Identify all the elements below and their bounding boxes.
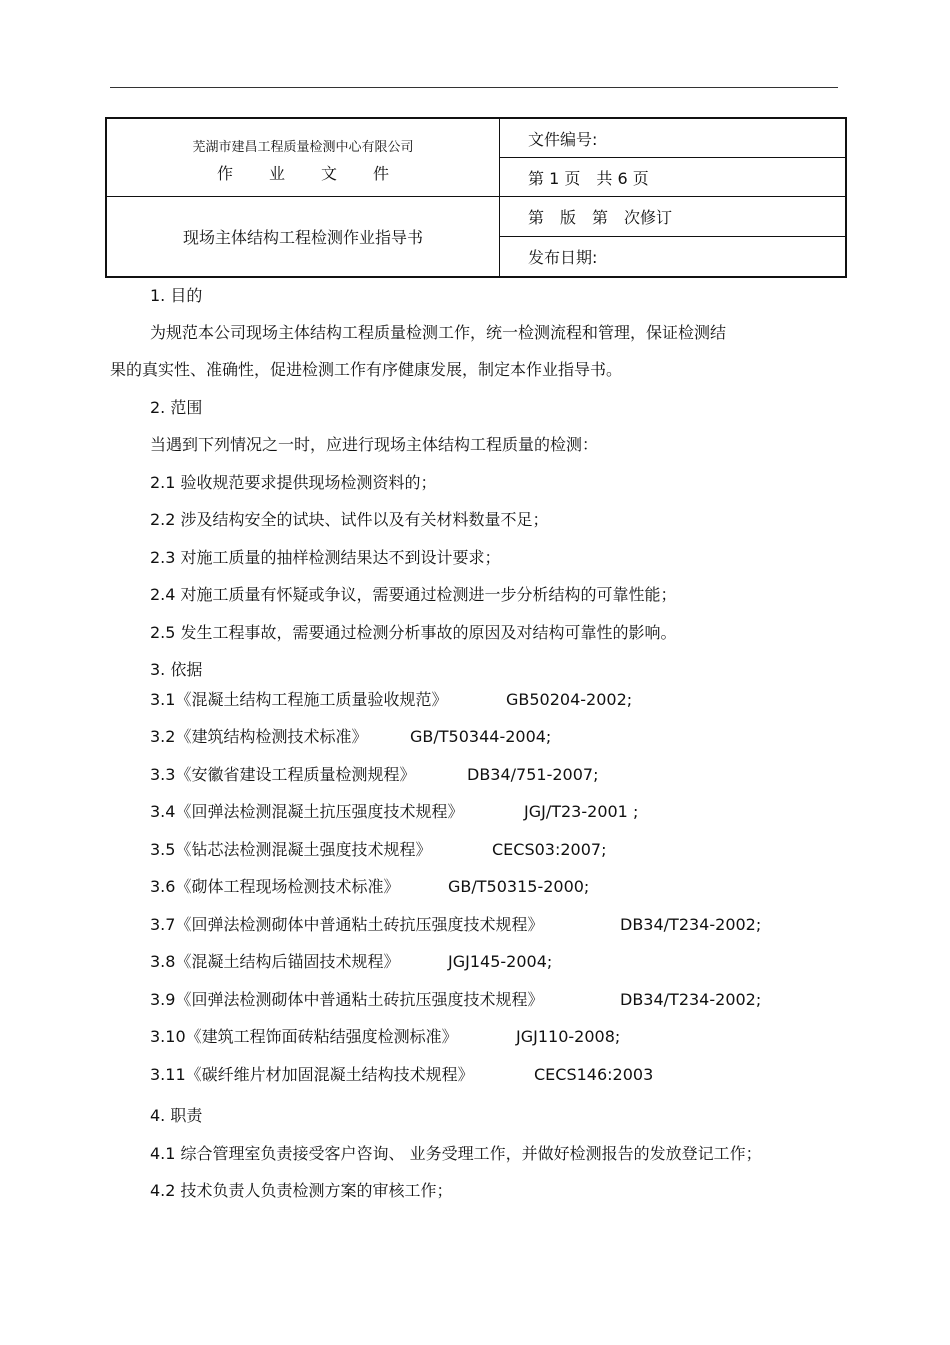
doc-type-char: 件 xyxy=(373,163,390,183)
reference-code: DB34/T234-2002; xyxy=(620,915,762,934)
reference-item xyxy=(150,1065,654,1085)
doc-type xyxy=(107,161,499,184)
doc-type-char: 文 xyxy=(321,163,338,183)
reference-code: CECS03:2007; xyxy=(492,840,607,859)
section-heading: 2. 范围 xyxy=(150,398,203,417)
top-rule xyxy=(110,87,838,88)
reference-name: 3.8《混凝土结构后锚固技术规程》 xyxy=(150,952,400,971)
reference-code: DB34/751-2007; xyxy=(467,765,599,784)
paragraph: 为规范本公司现场主体结构工程质量检测工作，统一检测流程和管理，保证检测结 xyxy=(150,323,727,342)
list-item: 2.2 涉及结构安全的试块、试件以及有关材料数量不足； xyxy=(150,510,549,529)
company-name: 芜湖市建昌工程质量检测中心有限公司 xyxy=(192,139,414,155)
reference-item xyxy=(150,915,762,935)
paragraph: 果的真实性、准确性，促进检测工作有序健康发展，制定本作业指导书。 xyxy=(110,360,623,379)
reference-name: 3.4《回弹法检测混凝土抗压强度技术规程》 xyxy=(150,802,464,821)
doc-type-char: 业 xyxy=(268,163,285,183)
reference-name: 3.2《建筑结构检测技术标准》 xyxy=(150,727,368,746)
reference-code: GB/T50315-2000; xyxy=(448,877,590,896)
file-number-cell: 文件编号: xyxy=(500,118,847,158)
reference-item xyxy=(150,690,633,710)
list-item: 2.1 验收规范要求提供现场检测资料的； xyxy=(150,473,437,492)
reference-name: 3.7《回弹法检测砌体中普通粘土砖抗压强度技术规程》 xyxy=(150,915,544,934)
reference-name: 3.11《碳纤维片材加固混凝土结构技术规程》 xyxy=(150,1065,474,1084)
header-table xyxy=(105,117,847,278)
list-item: 2.3 对施工质量的抽样检测结果达不到设计要求； xyxy=(150,548,501,567)
reference-item xyxy=(150,990,762,1010)
list-item: 2.4 对施工质量有怀疑或争议，需要通过检测进一步分析结构的可靠性能； xyxy=(150,585,677,604)
reference-name: 3.5《钻芯法检测混凝土强度技术规程》 xyxy=(150,840,432,859)
reference-name: 3.9《回弹法检测砌体中普通粘土砖抗压强度技术规程》 xyxy=(150,990,544,1009)
reference-name: 3.3《安徽省建设工程质量检测规程》 xyxy=(150,765,416,784)
reference-code: JGJ145-2004; xyxy=(448,952,553,971)
section-heading: 4. 职责 xyxy=(150,1106,203,1125)
reference-item xyxy=(150,727,552,747)
reference-code: JGJ/T23-2001 ; xyxy=(524,802,639,821)
reference-item xyxy=(150,877,590,897)
release-date-cell: 发布日期: xyxy=(500,236,847,277)
page-info-cell: 第 1 页 共 6 页 xyxy=(500,158,847,197)
reference-code: DB34/T234-2002; xyxy=(620,990,762,1009)
revision-cell: 第 版 第 次修订 xyxy=(500,197,847,237)
company-cell xyxy=(106,118,500,197)
list-item: 4.2 技术负责人负责检测方案的审核工作； xyxy=(150,1181,453,1200)
section-heading: 1. 目的 xyxy=(150,286,203,305)
doc-type-char: 作 xyxy=(216,163,233,183)
doc-title: 现场主体结构工程检测作业指导书 xyxy=(106,197,500,278)
reference-name: 3.10《建筑工程饰面砖粘结强度检测标准》 xyxy=(150,1027,458,1046)
list-item: 4.1 综合管理室负责接受客户咨询、 业务受理工作，并做好检测报告的发放登记工作； xyxy=(150,1144,762,1163)
reference-name: 3.6《砌体工程现场检测技术标准》 xyxy=(150,877,400,896)
section-heading: 3. 依据 xyxy=(150,660,203,679)
reference-item xyxy=(150,1027,621,1047)
reference-code: CECS146:2003 xyxy=(534,1065,654,1084)
reference-code: JGJ110-2008; xyxy=(516,1027,621,1046)
list-item: 2.5 发生工程事故，需要通过检测分析事故的原因及对结构可靠性的影响。 xyxy=(150,623,677,642)
reference-item xyxy=(150,802,639,822)
reference-item xyxy=(150,765,599,785)
reference-code: GB/T50344-2004; xyxy=(410,727,552,746)
paragraph: 当遇到下列情况之一时，应进行现场主体结构工程质量的检测： xyxy=(150,435,599,454)
reference-item xyxy=(150,952,553,972)
reference-item xyxy=(150,840,607,860)
reference-name: 3.1《混凝土结构工程施工质量验收规范》 xyxy=(150,690,448,709)
reference-code: GB50204-2002; xyxy=(506,690,633,709)
